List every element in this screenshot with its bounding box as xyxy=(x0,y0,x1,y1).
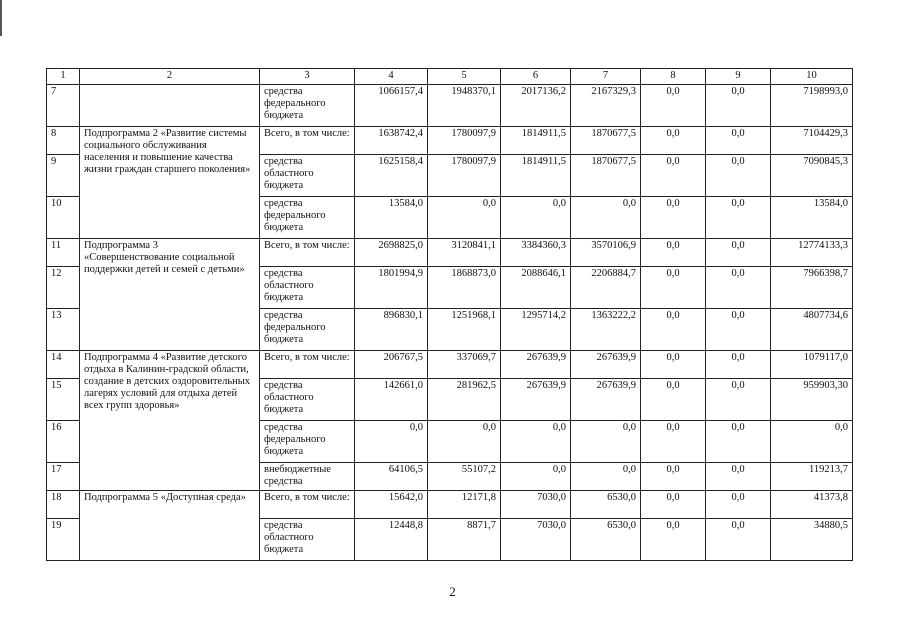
value-cell: 2017136,2 xyxy=(501,85,571,127)
value-cell: 0,0 xyxy=(501,463,571,491)
subprogram-name: Подпрограмма 5 «Доступная среда» xyxy=(80,491,260,561)
row-number: 11 xyxy=(47,239,80,267)
header-cell: 7 xyxy=(571,69,641,85)
value-cell: 0,0 xyxy=(706,309,771,351)
value-cell: 0,0 xyxy=(641,379,706,421)
value-cell: 1814911,5 xyxy=(501,155,571,197)
value-cell: 0,0 xyxy=(428,421,501,463)
funding-source: Всего, в том числе: xyxy=(260,127,355,155)
header-cell: 6 xyxy=(501,69,571,85)
value-cell: 0,0 xyxy=(706,85,771,127)
value-cell: 0,0 xyxy=(501,421,571,463)
value-cell: 1948370,1 xyxy=(428,85,501,127)
value-cell: 7198993,0 xyxy=(771,85,853,127)
value-cell: 1079117,0 xyxy=(771,351,853,379)
value-cell: 0,0 xyxy=(355,421,428,463)
value-cell: 3120841,1 xyxy=(428,239,501,267)
value-cell: 64106,5 xyxy=(355,463,428,491)
value-cell: 0,0 xyxy=(641,463,706,491)
value-cell: 0,0 xyxy=(641,267,706,309)
row-number: 7 xyxy=(47,85,80,127)
value-cell: 0,0 xyxy=(706,351,771,379)
value-cell: 0,0 xyxy=(706,519,771,561)
value-cell: 896830,1 xyxy=(355,309,428,351)
value-cell: 1638742,4 xyxy=(355,127,428,155)
funding-source: средства федерального бюджета xyxy=(260,85,355,127)
value-cell: 1868873,0 xyxy=(428,267,501,309)
value-cell: 2088646,1 xyxy=(501,267,571,309)
value-cell: 1066157,4 xyxy=(355,85,428,127)
value-cell: 267639,9 xyxy=(501,379,571,421)
value-cell: 12171,8 xyxy=(428,491,501,519)
value-cell: 8871,7 xyxy=(428,519,501,561)
value-cell: 0,0 xyxy=(501,197,571,239)
header-cell: 1 xyxy=(47,69,80,85)
funding-source: Всего, в том числе: xyxy=(260,351,355,379)
value-cell: 0,0 xyxy=(641,491,706,519)
table-row xyxy=(47,351,853,379)
table-row xyxy=(47,491,853,519)
row-number: 8 xyxy=(47,127,80,155)
value-cell: 1625158,4 xyxy=(355,155,428,197)
value-cell: 1295714,2 xyxy=(501,309,571,351)
value-cell: 0,0 xyxy=(571,463,641,491)
header-cell: 10 xyxy=(771,69,853,85)
value-cell: 12448,8 xyxy=(355,519,428,561)
value-cell: 0,0 xyxy=(706,197,771,239)
funding-source: Всего, в том числе: xyxy=(260,239,355,267)
subprogram-name: Подпрограмма 3 «Совершенствование социальной поддержки детей и семей с детьми» xyxy=(80,239,260,351)
value-cell: 1363222,2 xyxy=(571,309,641,351)
value-cell: 34880,5 xyxy=(771,519,853,561)
value-cell: 0,0 xyxy=(706,463,771,491)
value-cell: 1870677,5 xyxy=(571,155,641,197)
row-number: 9 xyxy=(47,155,80,197)
value-cell: 1780097,9 xyxy=(428,155,501,197)
value-cell: 0,0 xyxy=(641,155,706,197)
value-cell: 267639,9 xyxy=(501,351,571,379)
value-cell: 7090845,3 xyxy=(771,155,853,197)
table-row xyxy=(47,85,853,127)
header-cell: 5 xyxy=(428,69,501,85)
value-cell: 0,0 xyxy=(428,197,501,239)
value-cell: 0,0 xyxy=(571,421,641,463)
value-cell: 4807734,6 xyxy=(771,309,853,351)
row-number: 18 xyxy=(47,491,80,519)
value-cell: 0,0 xyxy=(641,309,706,351)
value-cell: 0,0 xyxy=(706,127,771,155)
value-cell: 41373,8 xyxy=(771,491,853,519)
value-cell: 2167329,3 xyxy=(571,85,641,127)
value-cell: 206767,5 xyxy=(355,351,428,379)
value-cell: 13584,0 xyxy=(355,197,428,239)
value-cell: 0,0 xyxy=(771,421,853,463)
value-cell: 0,0 xyxy=(706,379,771,421)
funding-source: средства федерального бюджета xyxy=(260,309,355,351)
value-cell: 1251968,1 xyxy=(428,309,501,351)
value-cell: 0,0 xyxy=(706,421,771,463)
value-cell: 7104429,3 xyxy=(771,127,853,155)
value-cell: 3570106,9 xyxy=(571,239,641,267)
funding-source: средства областного бюджета xyxy=(260,155,355,197)
row-number: 17 xyxy=(47,463,80,491)
row-number: 16 xyxy=(47,421,80,463)
header-cell: 2 xyxy=(80,69,260,85)
subprogram-name: Подпрограмма 4 «Развитие детского отдыха в Калинин-градской области, создание в детских оздоровительных лагерях условий для отдыха детей всех групп здоровья» xyxy=(80,351,260,491)
funding-source: внебюджетные средства xyxy=(260,463,355,491)
row-number: 10 xyxy=(47,197,80,239)
value-cell: 267639,9 xyxy=(571,379,641,421)
row-number: 14 xyxy=(47,351,80,379)
value-cell: 0,0 xyxy=(571,197,641,239)
value-cell: 13584,0 xyxy=(771,197,853,239)
value-cell: 0,0 xyxy=(641,351,706,379)
value-cell: 2206884,7 xyxy=(571,267,641,309)
value-cell: 55107,2 xyxy=(428,463,501,491)
value-cell: 1801994,9 xyxy=(355,267,428,309)
value-cell: 0,0 xyxy=(706,491,771,519)
value-cell: 7030,0 xyxy=(501,519,571,561)
funding-source: Всего, в том числе: xyxy=(260,491,355,519)
value-cell: 7966398,7 xyxy=(771,267,853,309)
row-number: 15 xyxy=(47,379,80,421)
row-number: 13 xyxy=(47,309,80,351)
header-cell: 3 xyxy=(260,69,355,85)
value-cell: 0,0 xyxy=(641,421,706,463)
value-cell: 2698825,0 xyxy=(355,239,428,267)
header-cell: 8 xyxy=(641,69,706,85)
funding-source: средства федерального бюджета xyxy=(260,197,355,239)
subprogram-name xyxy=(80,85,260,127)
scan-edge-mark xyxy=(0,0,2,36)
value-cell: 6530,0 xyxy=(571,491,641,519)
funding-source: средства областного бюджета xyxy=(260,519,355,561)
table-body xyxy=(47,85,853,561)
value-cell: 142661,0 xyxy=(355,379,428,421)
value-cell: 0,0 xyxy=(706,267,771,309)
subprogram-name: Подпрограмма 2 «Развитие системы социального обслуживания населения и повышение качества жизни граждан старшего поколения» xyxy=(80,127,260,239)
table-row xyxy=(47,239,853,267)
budget-table xyxy=(46,68,853,561)
value-cell: 15642,0 xyxy=(355,491,428,519)
value-cell: 7030,0 xyxy=(501,491,571,519)
funding-source: средства федерального бюджета xyxy=(260,421,355,463)
value-cell: 0,0 xyxy=(641,519,706,561)
value-cell: 0,0 xyxy=(641,239,706,267)
value-cell: 1870677,5 xyxy=(571,127,641,155)
page-number: 2 xyxy=(449,584,456,599)
row-number: 12 xyxy=(47,267,80,309)
value-cell: 267639,9 xyxy=(571,351,641,379)
value-cell: 3384360,3 xyxy=(501,239,571,267)
value-cell: 0,0 xyxy=(641,127,706,155)
table-row xyxy=(47,127,853,155)
funding-source: средства областного бюджета xyxy=(260,267,355,309)
value-cell: 1814911,5 xyxy=(501,127,571,155)
value-cell: 1780097,9 xyxy=(428,127,501,155)
value-cell: 337069,7 xyxy=(428,351,501,379)
value-cell: 119213,7 xyxy=(771,463,853,491)
header-cell: 4 xyxy=(355,69,428,85)
value-cell: 0,0 xyxy=(641,85,706,127)
value-cell: 0,0 xyxy=(641,197,706,239)
value-cell: 959903,30 xyxy=(771,379,853,421)
header-row xyxy=(47,69,853,85)
funding-source: средства областного бюджета xyxy=(260,379,355,421)
row-number: 19 xyxy=(47,519,80,561)
value-cell: 6530,0 xyxy=(571,519,641,561)
value-cell: 281962,5 xyxy=(428,379,501,421)
value-cell: 0,0 xyxy=(706,239,771,267)
value-cell: 0,0 xyxy=(706,155,771,197)
value-cell: 12774133,3 xyxy=(771,239,853,267)
header-cell: 9 xyxy=(706,69,771,85)
